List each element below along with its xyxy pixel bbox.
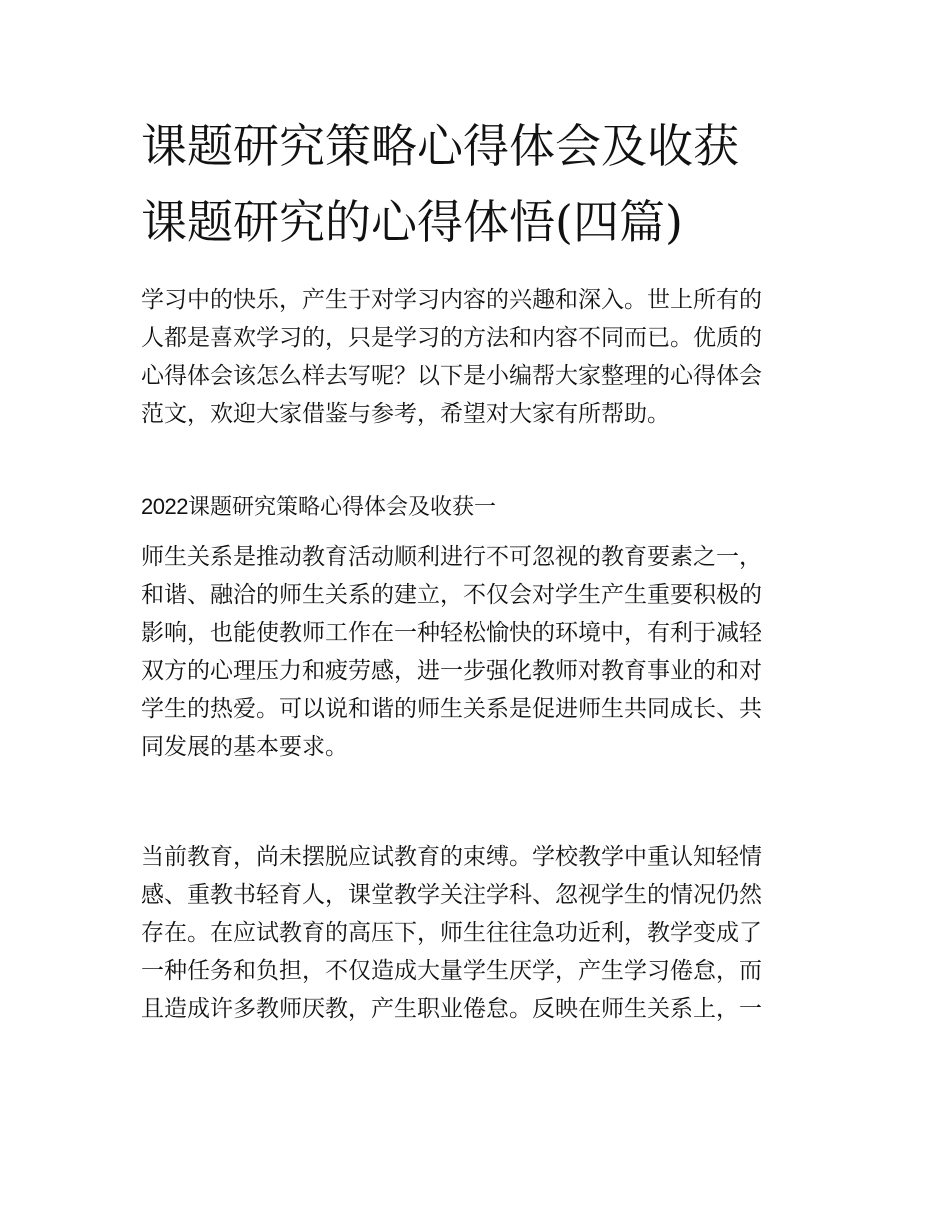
text-line: 当前教育，尚未摆脱应试教育的束缚。学校教学中重认知轻情 — [141, 844, 762, 870]
text-line: 同发展的基本要求。 — [141, 734, 348, 760]
text-line: 和谐、融洽的师生关系的建立，不仅会对学生产生重要积极的 — [141, 582, 762, 608]
text-line: 师生关系是推动教育活动顺利进行不可忽视的教育要素之一， — [141, 544, 762, 570]
text-line: 感、重教书轻育人，课堂教学关注学科、忽视学生的情况仍然 — [141, 882, 762, 908]
body-paragraph-2 — [141, 838, 821, 1028]
text-line: 影响，也能使教师工作在一种轻松愉快的环境中，有利于减轻 — [141, 620, 762, 646]
document-title-line-1: 课题研究策略心得体会及收获 — [141, 119, 739, 173]
text-line: 学习中的快乐，产生于对学习内容的兴趣和深入。世上所有的 — [141, 287, 762, 313]
text-line: 心得体会该怎么样去写呢？以下是小编帮大家整理的心得体会 — [141, 363, 762, 389]
text-line: 存在。在应试教育的高压下，师生往往急功近利，教学变成了 — [141, 920, 762, 946]
section-heading-year: 2022 — [141, 494, 188, 519]
intro-paragraph — [141, 281, 821, 433]
text-line: 学生的热爱。可以说和谐的师生关系是促进师生共同成长、共 — [141, 696, 762, 722]
text-line: 一种任务和负担，不仅造成大量学生厌学，产生学习倦怠，而 — [141, 958, 762, 984]
document-title-line-2: 课题研究的心得体悟(四篇) — [141, 195, 683, 249]
text-line: 范文，欢迎大家借鉴与参考，希望对大家有所帮助。 — [141, 401, 670, 427]
section-heading-text: 课题研究策略心得体会及收获一 — [187, 495, 496, 520]
text-line: 双方的心理压力和疲劳感，进一步强化教师对教育事业的和对 — [141, 658, 762, 684]
body-paragraph-1 — [141, 538, 821, 766]
section-heading — [141, 488, 821, 526]
text-line: 且造成许多教师厌教，产生职业倦怠。反映在师生关系上，一 — [141, 996, 762, 1022]
text-line: 人都是喜欢学习的，只是学习的方法和内容不同而已。优质的 — [141, 325, 762, 351]
